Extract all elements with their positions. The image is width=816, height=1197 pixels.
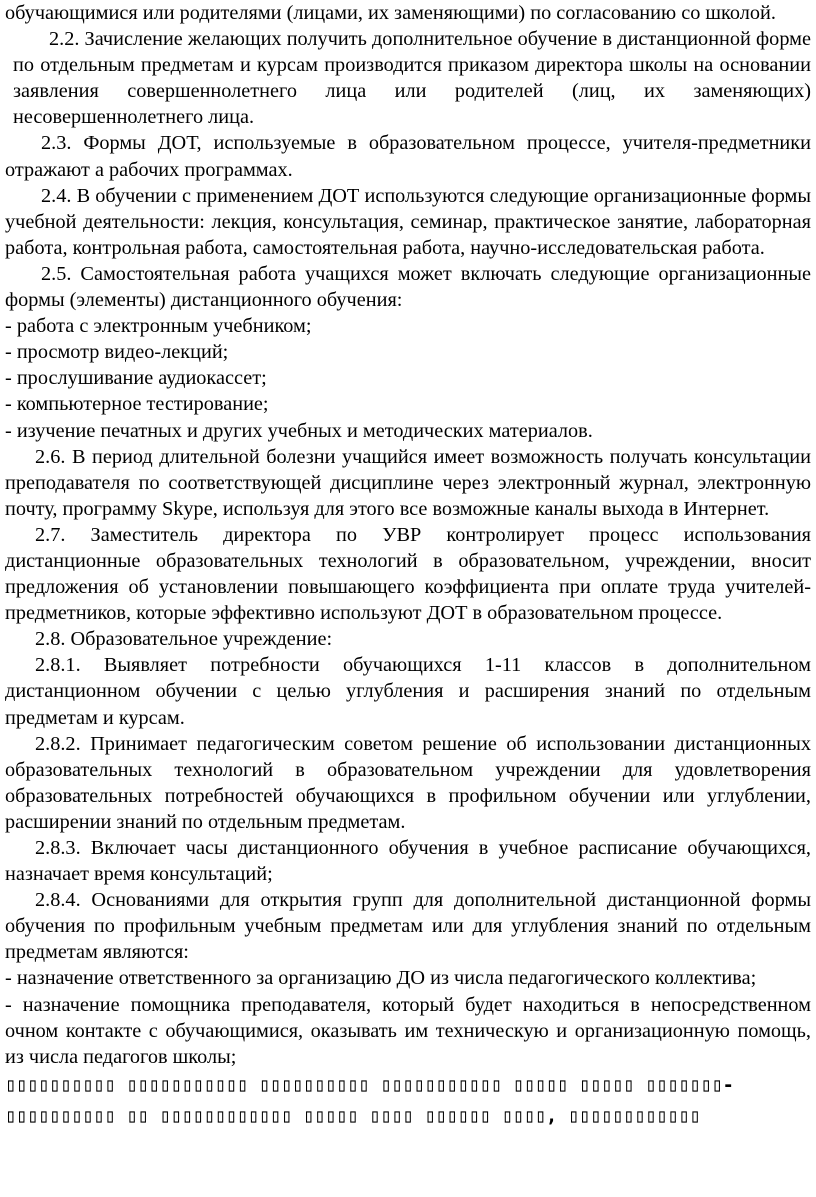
paragraph-2-6: 2.6. В период длительной болезни учащийся имеет возможность получать консультации преподавателя по соответствующей дисциплине через электронный журнал, электронную почту, программу Skype, используя для этого все возможные каналы выхода в Интернет.	[5, 445, 811, 520]
list-item: - изучение печатных и других учебных и методических материалов.	[5, 419, 593, 442]
list-2-5	[5, 313, 811, 443]
list-item: - компьютерное тестирование;	[5, 393, 269, 416]
garbled-text-line: ▯▯▯▯▯▯▯▯▯▯ ▯▯ ▯▯▯▯▯▯▯▯▯▯▯▯ ▯▯▯▯▯ ▯▯▯▯ ▯▯▯▯▯▯ ▯▯▯▯, ▯▯▯▯▯▯▯▯▯▯▯▯	[5, 1104, 701, 1127]
list-item: - назначение ответственного за организацию ДО из числа педагогического коллектива;	[5, 967, 757, 990]
paragraph-2-8-4: 2.8.4. Основаниями для открытия групп для дополнительной дистанционной формы обучения по профильным учебным предметам или для углубления знаний по отдельным предметам являются:	[5, 889, 811, 964]
paragraph-2-8-2: 2.8.2. Принимает педагогическим советом решение об использовании дистанционных образовательных технологий в образовательном учреждении для удовлетворения образовательных потребностей обучающихся в профильном обучении или углублении, расширении знаний по отдельным предметам.	[5, 732, 811, 833]
paragraph-2-8: 2.8. Образовательное учреждение:	[35, 628, 333, 651]
list-item: - прослушивание аудиокассет;	[5, 367, 267, 390]
paragraph-continuation: обучающимися или родителями (лицами, их заменяющими) по согласованию со школой.	[5, 2, 776, 24]
paragraph-2-3: 2.3. Формы ДОТ, используемые в образовательном процессе, учителя-предметники отражают а рабочих программах.	[5, 132, 811, 181]
paragraph-2-8-1: 2.8.1. Выявляет потребности обучающихся 1-11 классов в дополнительном дистанционном обучении с целью углубления и расширения знаний по отдельным предметам и курсам.	[5, 654, 811, 729]
list-item: - просмотр видео-лекций;	[5, 341, 229, 364]
paragraph-2-7: 2.7. Заместитель директора по УВР контролирует процесс использования дистанционные образовательных технологий в образовательном, учреждении, вносит предложения об установлении повышающего коэффициента при оплате труда учителей-предметников, которые эффективно используют ДОТ в образовательном процессе.	[5, 523, 811, 625]
paragraph-2-8-3: 2.8.3. Включает часы дистанционного обучения в учебное расписание обучающихся, назначает время консультаций;	[5, 837, 811, 886]
garbled-text-line: ▯▯▯▯▯▯▯▯▯▯ ▯▯▯▯▯▯▯▯▯▯▯ ▯▯▯▯▯▯▯▯▯▯ ▯▯▯▯▯▯▯▯▯▯▯ ▯▯▯▯▯ ▯▯▯▯▯ ▯▯▯▯▯▯▯-	[5, 1073, 734, 1096]
list-item: - назначение помощника преподавателя, который будет находиться в непосредственном очном контакте с обучающимися, оказывать им техническую и организационную помощь, из числа педагогов школы;	[5, 993, 811, 1068]
paragraph-2-5: 2.5. Самостоятельная работа учащихся может включать следующие организационные формы (элементы) дистанционного обучения:	[5, 262, 811, 312]
list-item: - работа с электронным учебником;	[5, 315, 312, 338]
paragraph-2-4: 2.4. В обучении с применением ДОТ используются следующие организационные формы учебной деятельности: лекция, консультация, семинар, практическое занятие, лабораторная работа, контрольная работа, самостоятельная работа, научно-исследовательская работа.	[5, 184, 811, 259]
paragraph-2-2: 2.2. Зачисление желающих получить дополнительное обучение в дистанционной форме по отдельным предметам и курсам производится приказом директора школы на основании заявления совершеннолетнего лица или родителей (лиц, их заменяющих) несовершеннолетнего лица.	[13, 28, 811, 129]
document-page	[5, 0, 811, 1132]
list-2-8-4	[5, 965, 811, 1069]
